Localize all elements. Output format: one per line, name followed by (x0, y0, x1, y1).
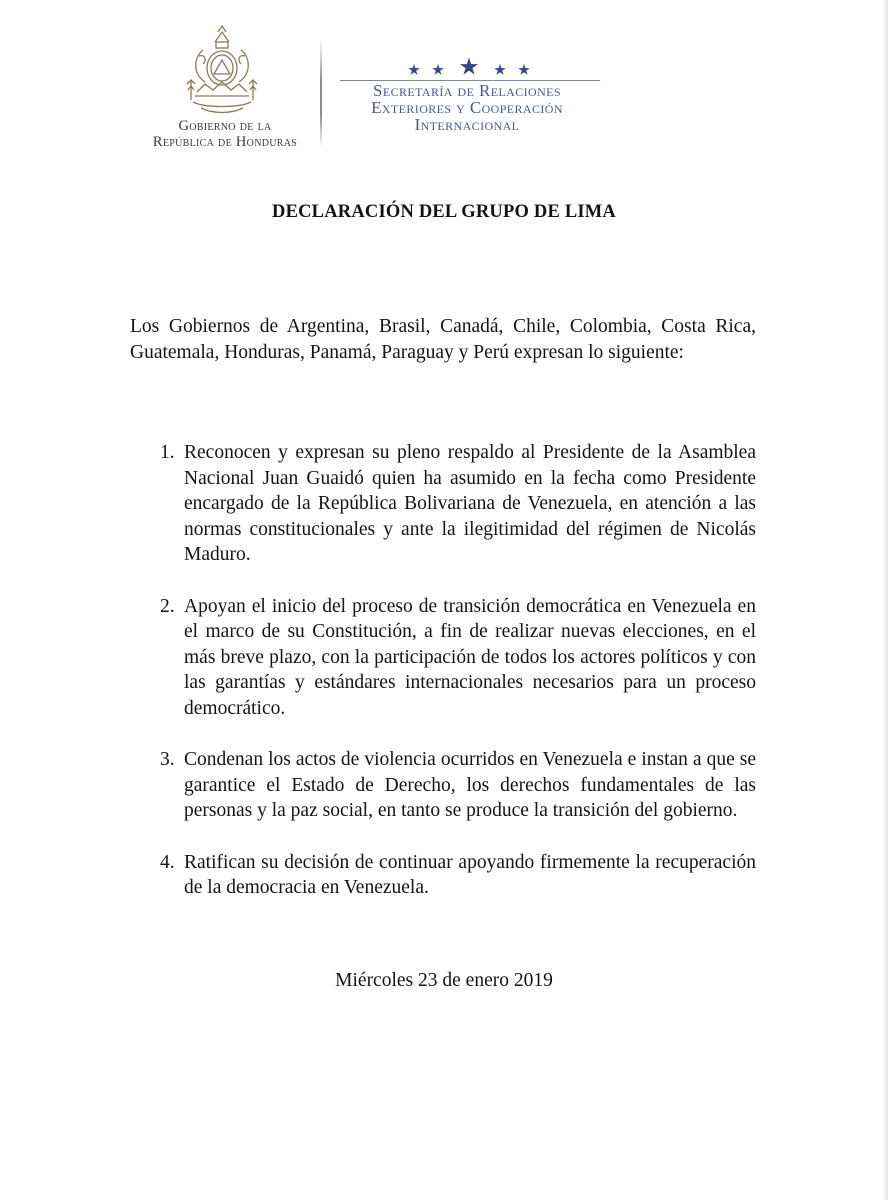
government-name-line1: Gobierno de la (178, 118, 272, 134)
ministry-name-line2: Exteriores y Cooperación (371, 98, 563, 117)
point-text: Ratifican su decisión de continuar apoyando firmemente la recuperación de la democracia en Venezuela. (184, 851, 756, 898)
letterhead-divider (320, 40, 322, 146)
point-number: 4. (160, 851, 175, 873)
point-number: 2. (160, 595, 175, 617)
letterhead (0, 0, 888, 170)
government-name-line2: República de Honduras (152, 134, 298, 150)
coat-of-arms-icon (183, 24, 261, 116)
declaration-point-4 (130, 850, 756, 901)
point-number: 1. (160, 442, 175, 463)
page-edge-shadow (882, 0, 888, 1200)
five-stars-icon (404, 56, 534, 80)
intro-paragraph: Los Gobiernos de Argentina, Brasil, Canadá, Chile, Colombia, Costa Rica, Guatemala, Honduras, Panamá, Paraguay y Perú expresan lo siguiente: (130, 316, 756, 363)
document-title: DECLARACIÓN DEL GRUPO DE LIMA (272, 202, 616, 222)
ministry-name-line3: Internacional (414, 115, 520, 134)
ministry-name-line1: Secretaría de Relaciones (373, 81, 561, 100)
government-name (130, 118, 320, 150)
declaration-point-2 (130, 594, 756, 722)
declaration-points (130, 440, 756, 901)
point-number: 3. (160, 749, 175, 770)
declaration-point-1 (130, 440, 756, 568)
point-text: Reconocen y expresan su pleno respaldo al Presidente de la Asamblea Nacional Juan Guaidó quien ha asumido en la fecha como Presidente encargado de la República Bolivariana de Venezuela, en atención a las normas constitucionales y ante la ilegitimidad del régimen de Nicolás Maduro. (184, 442, 756, 565)
point-text: Condenan los actos de violencia ocurridos en Venezuela e instan a que se garantice el Estado de Derecho, los derechos fundamentales de las personas y la paz social, en tanto se produce la transición del gobierno. (184, 749, 756, 821)
point-text: Apoyan el inicio del proceso de transición democrática en Venezuela en el marco de su Constitución, a fin de realizar nuevas elecciones, en el más breve plazo, con la participación de todos los actores políticos y con las garantías y estándares internacionales necesarios para un proceso democrático. (184, 595, 756, 719)
ministry-name (334, 82, 600, 133)
declaration-point-3 (130, 747, 756, 824)
document-date: Miércoles 23 de enero 2019 (335, 970, 553, 991)
